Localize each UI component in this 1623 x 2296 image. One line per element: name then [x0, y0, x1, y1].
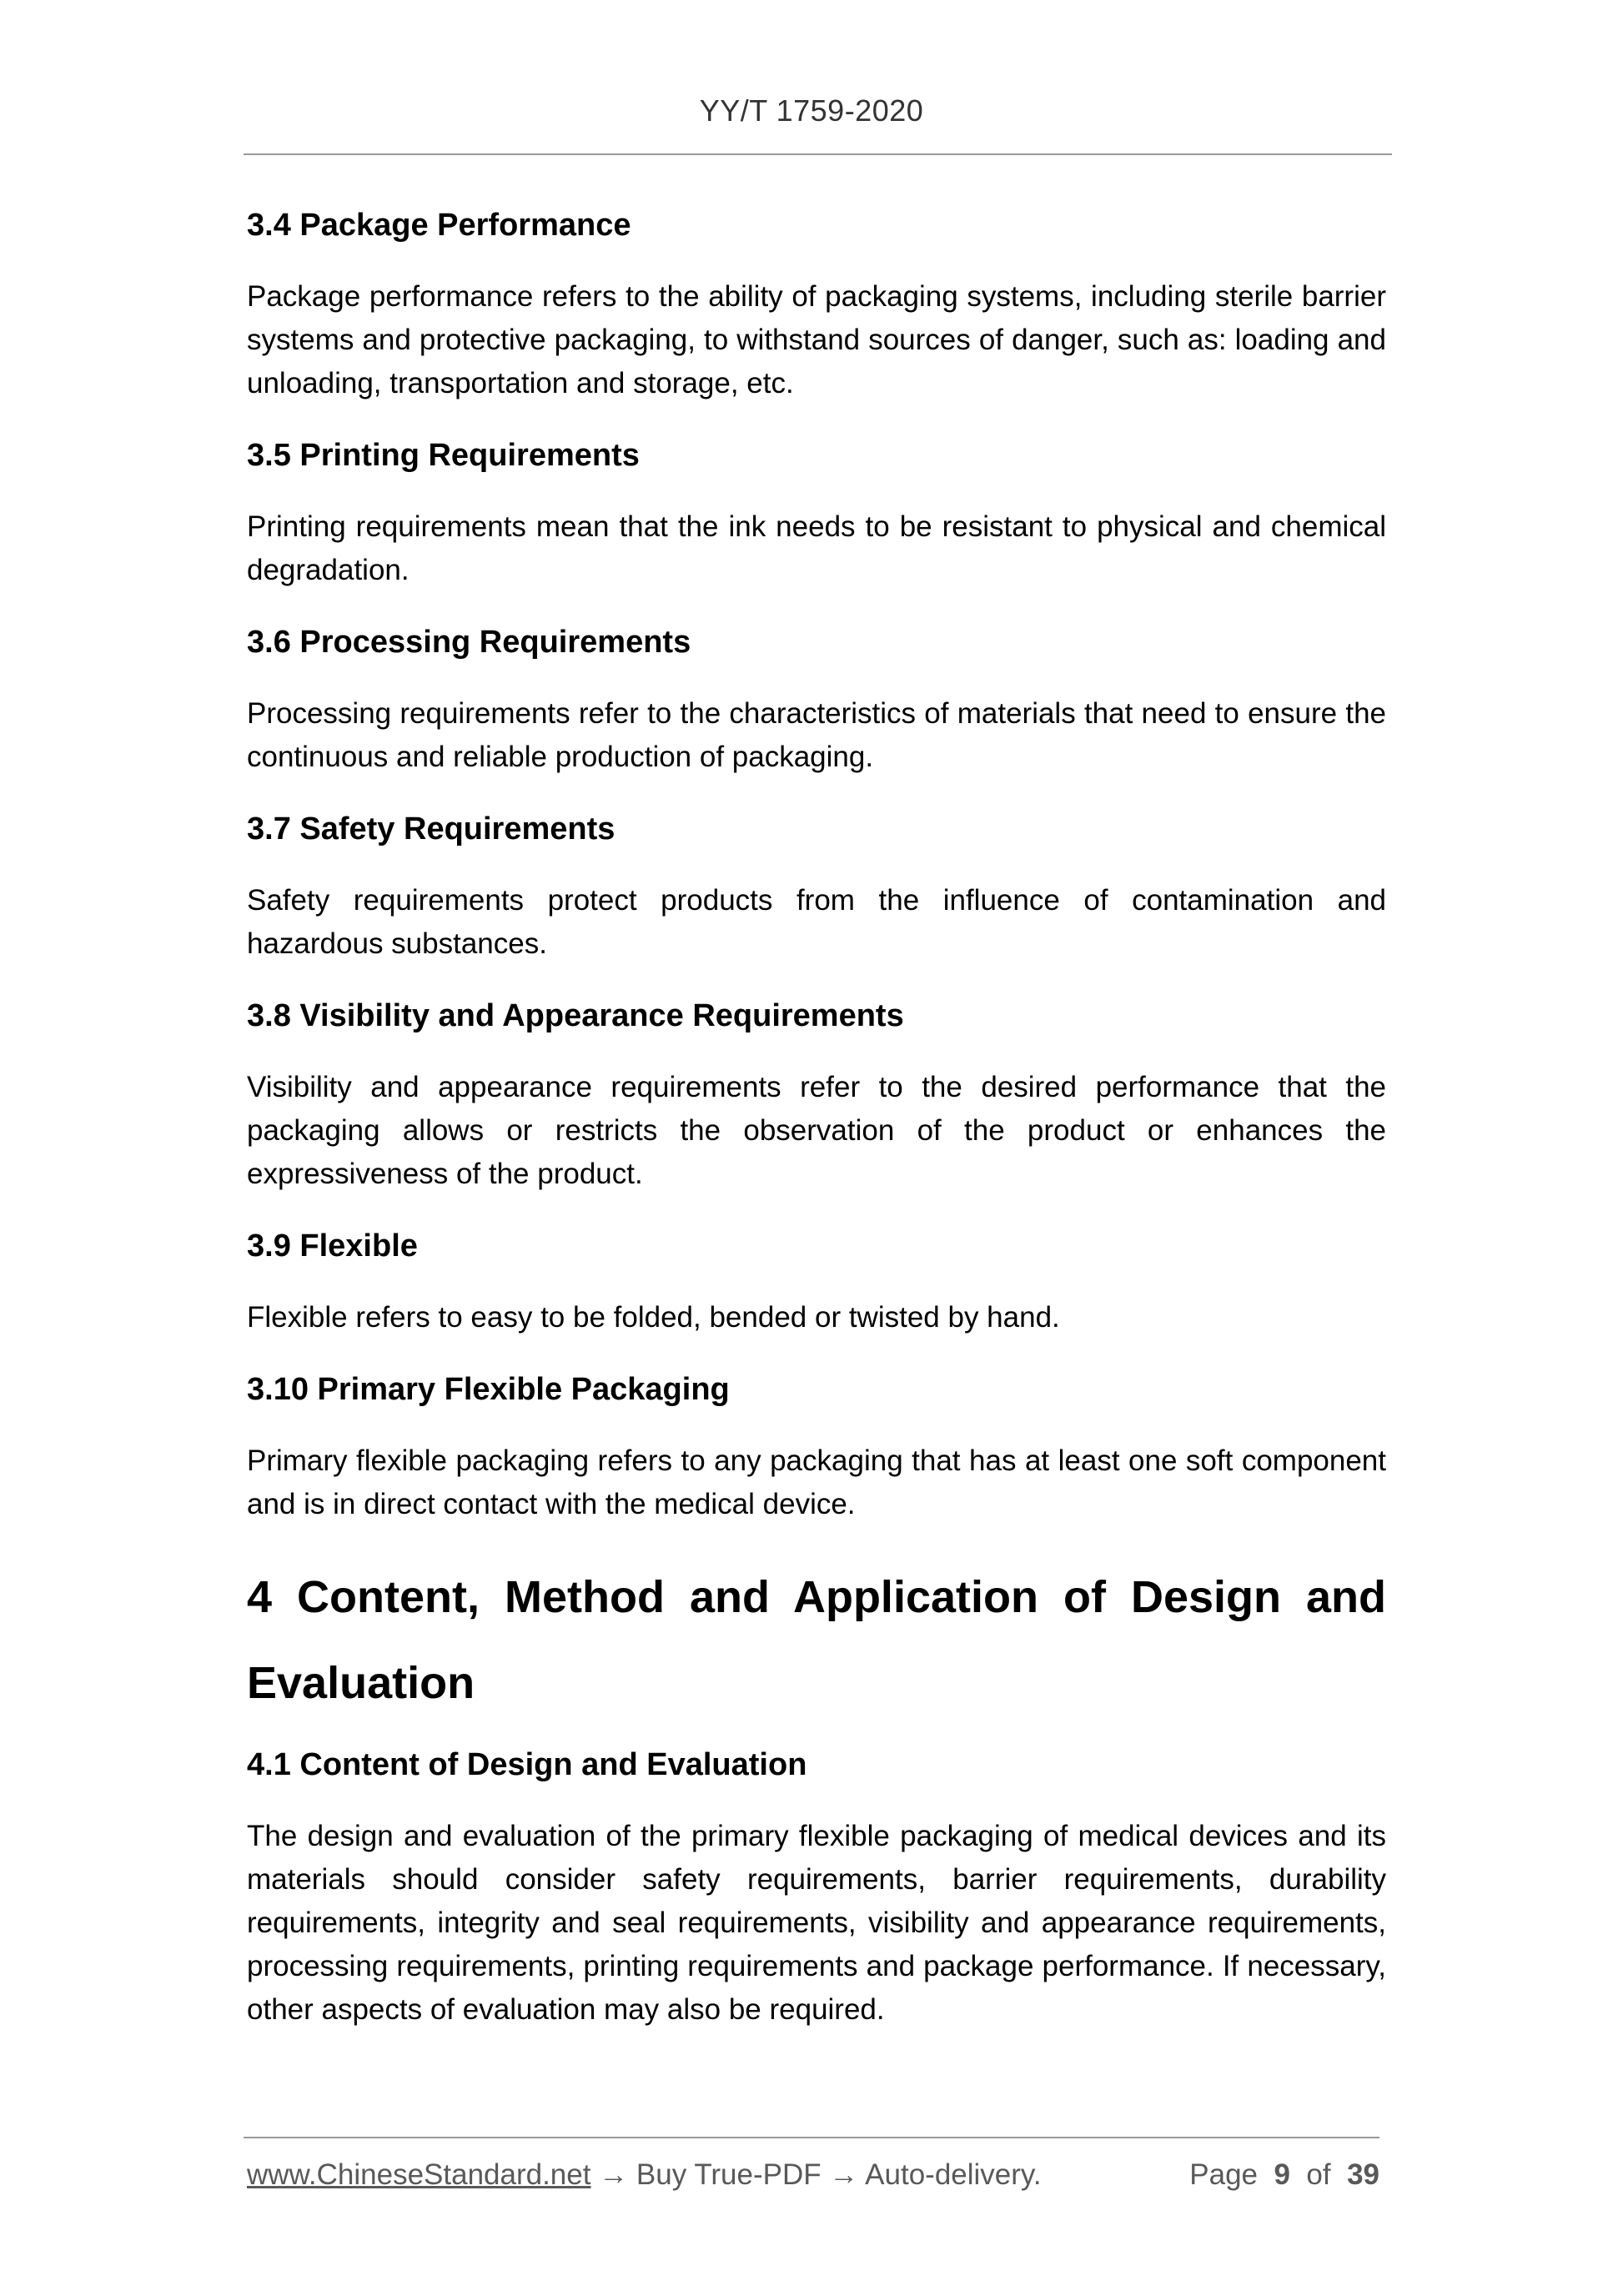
section-body-3-4: Package performance refers to the ability of packaging systems, including sterile barrier systems and protective packaging, to withstand sources of danger, such as: loading and unloading, transportation and storage, etc. — [247, 280, 1386, 399]
page-body — [247, 203, 1386, 2060]
page-label: Page — [1189, 2158, 1259, 2191]
section-body-3-7: Safety requirements protect products from the influence of contamination and hazardous substances. — [247, 884, 1386, 960]
website-link[interactable]: www.ChineseStandard.net — [247, 2158, 591, 2191]
section-body-3-6: Processing requirements refer to the characteristics of materials that need to ensure the continuous and reliable production of packaging. — [247, 697, 1386, 773]
section-heading-3-5: 3.5 Printing Requirements — [247, 438, 640, 473]
total-pages: 39 — [1347, 2158, 1379, 2191]
section-body-4-1: The design and evaluation of the primary flexible packaging of medical devices and its materials should consider safety requirements, barrier requirements, durability requirements, integrity and seal requirements, visibility and appearance requirements, processing requirements, printing requirements and package performance. If necessary, other aspects of evaluation may also be required. — [247, 1820, 1386, 2026]
section-heading-3-9: 3.9 Flexible — [247, 1228, 418, 1264]
section-body-3-5: Printing requirements mean that the ink needs to be resistant to physical and chemical degradation. — [247, 510, 1386, 586]
section-heading-3-4: 3.4 Package Performance — [247, 208, 631, 243]
page-footer — [247, 2158, 1379, 2200]
footer-promo-text: → Buy True-PDF → Auto-delivery. — [590, 2158, 1042, 2191]
footer-promo — [247, 2158, 1042, 2192]
of-label: of — [1306, 2158, 1331, 2191]
page-indicator — [1189, 2158, 1379, 2192]
section-heading-4-1: 4.1 Content of Design and Evaluation — [247, 1747, 807, 1782]
section-body-3-8: Visibility and appearance requirements refer to the desired performance that the packaging allows or restricts the observation of the product or enhances the expressiveness of the product. — [247, 1071, 1386, 1190]
section-heading-3-6: 3.6 Processing Requirements — [247, 625, 691, 660]
chapter-title-4: 4 Content, Method and Application of Design and Evaluation — [247, 1572, 1386, 1708]
document-code-header: YY/T 1759-2020 — [699, 93, 924, 128]
footer-divider — [244, 2137, 1379, 2138]
section-body-3-10: Primary flexible packaging refers to any packaging that has at least one soft component and is in direct contact with the medical device. — [247, 1444, 1386, 1520]
section-body-3-9: Flexible refers to easy to be folded, bended or twisted by hand. — [247, 1301, 1060, 1334]
header-divider — [244, 153, 1392, 155]
page-number: 9 — [1274, 2158, 1290, 2191]
section-heading-3-7: 3.7 Safety Requirements — [247, 811, 616, 847]
section-heading-3-10: 3.10 Primary Flexible Packaging — [247, 1372, 730, 1407]
section-heading-3-8: 3.8 Visibility and Appearance Requirements — [247, 998, 904, 1033]
